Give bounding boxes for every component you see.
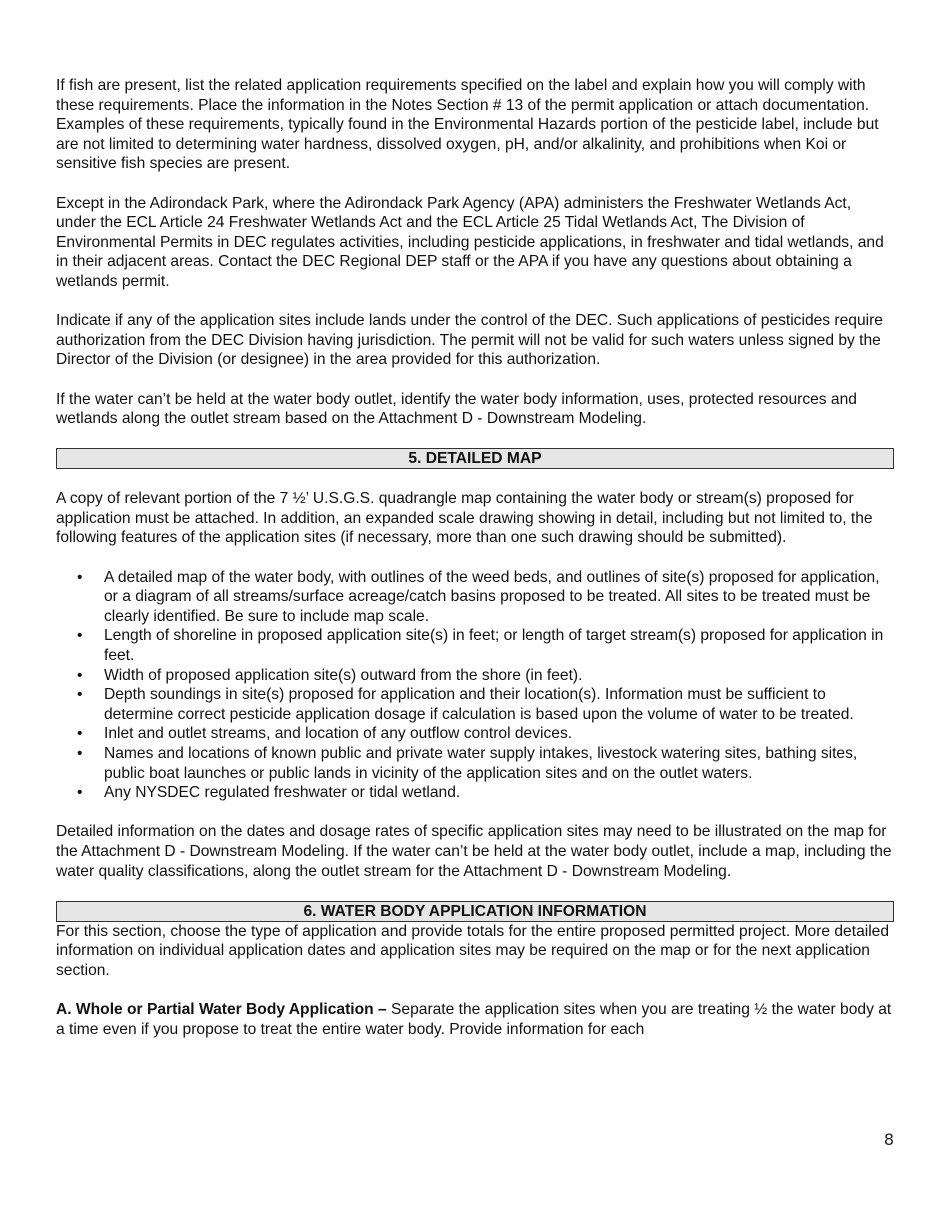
section-6-intro: For this section, choose the type of application and provide totals for the entire proposed permitted project. More detailed information on individual application dates and application sites may be required on the map or for the next application section. xyxy=(56,922,890,979)
list-item: • Length of shoreline in proposed application site(s) in feet; or length of target stream(s) proposed for application in feet. xyxy=(104,626,894,665)
wetlands-permit-paragraph: Except in the Adirondack Park, where the Adirondack Park Agency (APA) administers the Freshwater Wetlands Act, under the ECL Article 24 Freshwater Wetlands Act and the ECL Article 25 Tidal Wetlands Act, The Division of Environmental Permits in DEC regulates activities, including pesticide applications, in freshwater and tidal wetlands, and in their adjacent areas. Contact the DEC Regional DEP staff or the APA if you have any questions about obtaining a wetlands permit. xyxy=(56,194,884,290)
list-item: • Depth soundings in site(s) proposed for application and their location(s). Information must be sufficient to determine correct pesticide application dosage if calculation is based upon the volume of water to be treated. xyxy=(104,685,894,724)
section-5-intro: A copy of relevant portion of the 7 ½’ U.S.G.S. quadrangle map containing the water body or stream(s) proposed for application must be attached. In addition, an expanded scale drawing showing in detail, including but not limited to, the following features of the application sites (if necessary, more than one such drawing should be submitted). xyxy=(56,490,873,547)
section-5-closing: Detailed information on the dates and dosage rates of specific application sites may need to be illustrated on the map for the Attachment D - Downstream Modeling. If the water can’t be held at the water body outlet, include a map, including the water quality classifications, along the outlet stream for the Attachment D - Downstream Modeling. xyxy=(56,823,892,880)
list-item: • Any NYSDEC regulated freshwater or tidal wetland. xyxy=(104,783,894,803)
page-number: 8 xyxy=(883,1130,894,1149)
subsection-a-label: A. Whole or Partial Water Body Application – xyxy=(56,1001,387,1019)
list-item: • A detailed map of the water body, with outlines of the weed beds, and outlines of site(s) proposed for application, or a diagram of all streams/surface acreage/catch basins proposed to be treated. All sites to be treated must be clearly identified. Be sure to include map scale. xyxy=(104,568,894,627)
section-6-header: 6. WATER BODY APPLICATION INFORMATION xyxy=(56,901,894,922)
section-5-feature-list xyxy=(56,568,894,803)
subsection-a-paragraph xyxy=(56,1000,894,1039)
dec-lands-paragraph: Indicate if any of the application sites include lands under the control of the DEC. Such applications of pesticides require authorization from the DEC Division having jurisdiction. The permit will not be valid for such waters unless signed by the Director of the Division (or designee) in the area provided for this authorization. xyxy=(56,312,883,369)
fish-requirements-paragraph: If fish are present, list the related application requirements specified on the label and explain how you will comply with these requirements. Place the information in the Notes Section # 13 of the permit application or attach documentation. Examples of these requirements, typically found in the Environmental Hazards portion of the pesticide label, include but are not limited to determining water hardness, dissolved oxygen, pH, and/or alkalinity, and prohibitions when Koi or sensitive fish species are present. xyxy=(56,77,879,173)
section-5-header: 5. DETAILED MAP xyxy=(56,448,894,469)
outlet-stream-paragraph: If the water can’t be held at the water body outlet, identify the water body information, uses, protected resources and wetlands along the outlet stream based on the Attachment D - Downstream Modeling. xyxy=(56,390,857,428)
list-item: • Width of proposed application site(s) outward from the shore (in feet). xyxy=(104,666,894,686)
list-item: • Inlet and outlet streams, and location of any outflow control devices. xyxy=(104,724,894,744)
subsection-a-text: Separate the application sites when you are treating ½ the water body at a time even if you propose to treat the entire water body. Provide information for each xyxy=(56,1001,892,1038)
document-page xyxy=(56,76,894,1059)
list-item: • Names and locations of known public and private water supply intakes, livestock watering sites, bathing sites, public boat launches or public lands in vicinity of the application sites and on the outlet waters. xyxy=(104,744,894,783)
